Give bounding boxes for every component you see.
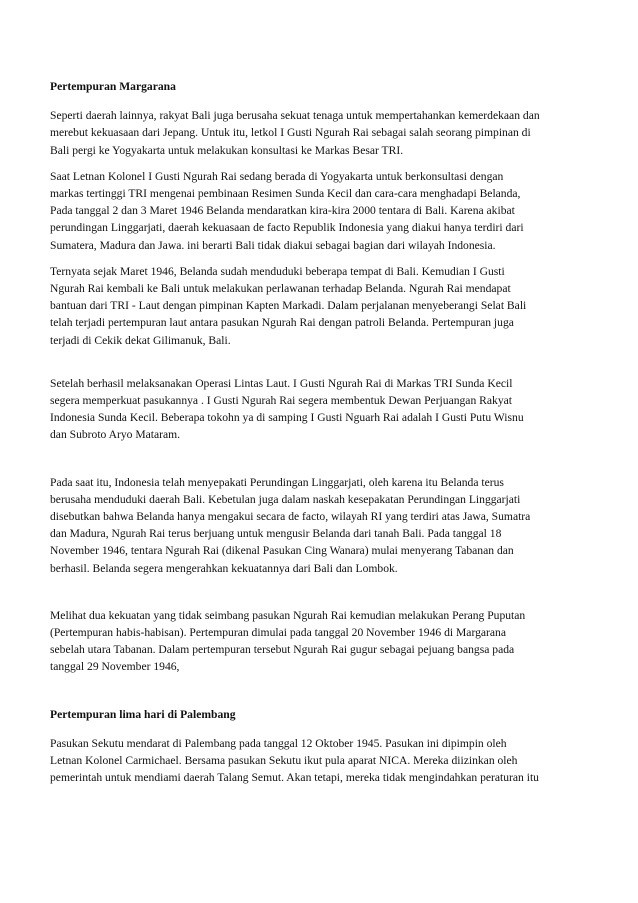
paragraph bbox=[50, 735, 592, 787]
text-line: November 1946, tentara Ngurah Rai (dikenal Pasukan Cing Wanara) mulai menyerang Tabanan dan bbox=[50, 544, 514, 558]
text-line: Pasukan Sekutu mendarat di Palembang pada tanggal 12 Oktober 1945. Pasukan ini dipimpin oleh bbox=[50, 736, 507, 750]
text-line: telah terjadi pertempuran laut antara pasukan Ngurah Rai dengan patroli Belanda. Pertempuran juga bbox=[50, 316, 514, 330]
paragraph bbox=[50, 375, 592, 444]
text-line: Seperti daerah lainnya, rakyat Bali juga berusaha sekuat tenaga untuk mempertahankan kemerdekaan dan bbox=[50, 109, 540, 123]
text-line: Saat Letnan Kolonel I Gusti Ngurah Rai sedang berada di Yogyakarta untuk berkonsultasi dengan bbox=[50, 169, 504, 183]
text-line: pemerintah untuk mendiami daerah Talang Semut. Akan tetapi, mereka tidak mengindahkan peraturan itu bbox=[50, 771, 539, 785]
text-line: Melihat dua kekuatan yang tidak seimbang pasukan Ngurah Rai kemudian melakukan Perang Puputan bbox=[50, 608, 526, 622]
text-line: Indonesia Sunda Kecil. Beberapa tokohn ya di samping I Gusti Nguarh Rai adalah I Gusti Putu Wisnu bbox=[50, 411, 524, 425]
text-line: berusaha menduduki daerah Bali. Kebetulan juga dalam naskah kesepakatan Perundingan Linggarjati bbox=[50, 492, 521, 506]
text-line: Letnan Kolonel Carmichael. Bersama pasukan Sekutu ikut pula aparat NICA. Mereka diizinkan oleh bbox=[50, 754, 518, 768]
section-margarana bbox=[50, 78, 592, 676]
paragraph bbox=[50, 263, 592, 349]
text-line: Ngurah Rai kembali ke Bali untuk melakukan perlawanan terhadap Belanda. Ngurah Rai mendapat bbox=[50, 282, 511, 296]
text-line: sebelah utara Tabanan. Dalam pertempuran tersebut Ngurah Rai gugur sebagai pejuang bangsa pada bbox=[50, 643, 515, 657]
text-line: tanggal 29 November 1946, bbox=[50, 660, 180, 674]
text-line: terjadi di Cekik dekat Gilimanuk, Bali. bbox=[50, 333, 231, 347]
text-line: Pada tanggal 2 dan 3 Maret 1946 Belanda mendaratkan kira-kira 2000 tentara di Bali. Karena akibat bbox=[50, 204, 515, 218]
text-line: disebutkan bahwa Belanda hanya mengakui secara de facto, wilayah RI yang terdiri atas Jawa, Sumatra bbox=[50, 510, 531, 524]
text-line: perundingan Linggarjati, daerah kekuasaan de facto Republik Indonesia yang diakui hanya terdiri dari bbox=[50, 221, 524, 235]
text-line: segera memperkuat pasukannya . I Gusti Ngurah Rai segera membentuk Dewan Perjuangan Rakyat bbox=[50, 394, 512, 408]
text-line: bantuan dari TRI - Laut dengan pimpinan Kapten Markadi. Dalam perjalanan menyeberangi Selat Bali bbox=[50, 299, 527, 313]
paragraph bbox=[50, 107, 592, 159]
text-line: dan Madura, Ngurah Rai terus berjuang untuk mengusir Belanda dari tanah Bali. Pada tanggal 18 bbox=[50, 527, 502, 541]
section-heading: Pertempuran Margarana bbox=[50, 80, 176, 93]
paragraph bbox=[50, 474, 592, 577]
text-line: Ternyata sejak Maret 1946, Belanda sudah menduduki beberapa tempat di Bali. Kemudian I Gusti bbox=[50, 264, 505, 278]
paragraph bbox=[50, 168, 592, 254]
text-line: markas tertinggi TRI mengenai pembinaan Resimen Sunda Kecil dan cara-cara menghadapi Belanda, bbox=[50, 187, 521, 201]
text-line: Setelah berhasil melaksanakan Operasi Lintas Laut. I Gusti Ngurah Rai di Markas TRI Sunda Kecil bbox=[50, 376, 513, 390]
paragraph bbox=[50, 607, 592, 676]
text-line: Pada saat itu, Indonesia telah menyepakati Perundingan Linggarjati, oleh karena itu Belanda terus bbox=[50, 475, 504, 489]
text-line: Bali pergi ke Yogyakarta untuk melakukan konsultasi ke Markas Besar TRI. bbox=[50, 143, 404, 157]
section-heading: Pertempuran lima hari di Palembang bbox=[50, 707, 236, 721]
text-line: berhasil. Belanda segera mengerahkan kekuatannya dari Bali dan Lombok. bbox=[50, 561, 398, 575]
text-line: dan Subroto Aryo Mataram. bbox=[50, 428, 181, 442]
text-line: merebut kekuasaan dari Jepang. Untuk itu, letkol I Gusti Ngurah Rai sebagai salah seorang pimpinan di bbox=[50, 126, 531, 140]
text-line: Sumatera, Madura dan Jawa. ini berarti Bali tidak diakui sebagai bagian dari wilayah Indonesia. bbox=[50, 238, 496, 252]
text-line: (Pertempuran habis-habisan). Pertempuran dimulai pada tanggal 20 November 1946 di Margarana bbox=[50, 626, 506, 640]
section-palembang bbox=[50, 706, 592, 787]
